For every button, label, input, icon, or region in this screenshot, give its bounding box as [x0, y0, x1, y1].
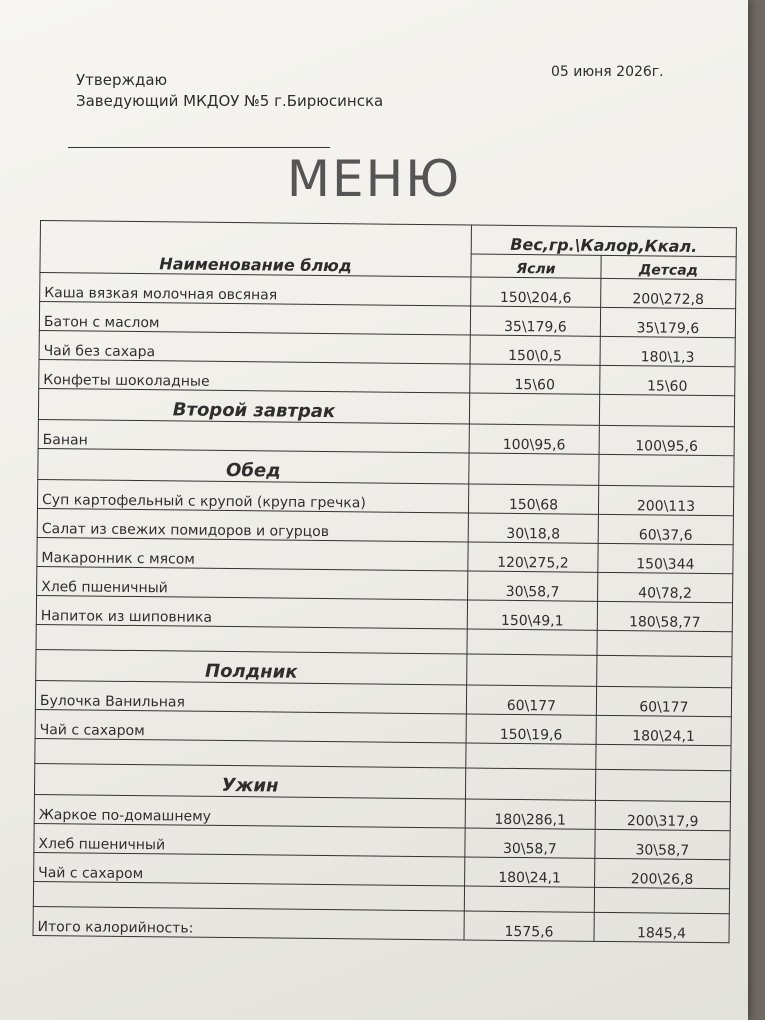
dish-name: Чай с сахаром: [34, 852, 465, 886]
empty-cell: [599, 394, 734, 426]
dish-name: Напиток из шиповника: [36, 595, 467, 629]
empty-cell: [596, 744, 731, 770]
table-row: [33, 906, 729, 942]
menu-table: [33, 220, 737, 943]
dish-name: Банан: [38, 419, 469, 453]
column-header-nursery: Ясли: [471, 254, 601, 278]
nursery-value: 60\177: [466, 685, 596, 715]
empty-cell: [599, 454, 734, 486]
empty-cell: [465, 768, 595, 800]
kindergarten-value: 60\37,6: [598, 514, 733, 544]
column-header-dish: Наименование блюд: [40, 221, 472, 278]
dish-name: Чай без сахара: [39, 330, 470, 364]
kindergarten-value: 200\272,8: [601, 278, 736, 308]
dish-name: Каша вязкая молочная овсяная: [40, 273, 471, 307]
kindergarten-value: 40\78,2: [597, 572, 732, 602]
empty-cell: [467, 629, 597, 655]
dish-name: Хлеб пшеничный: [34, 823, 465, 857]
nursery-value: 15\60: [470, 364, 600, 394]
nursery-value: 30\58,7: [468, 571, 598, 601]
approval-block: [76, 70, 383, 112]
section-title: Полдник: [36, 649, 467, 685]
empty-cell: [597, 630, 732, 656]
nursery-value: 35\179,6: [470, 306, 600, 336]
dish-name: Хлеб пшеничный: [37, 566, 468, 600]
empty-cell: [597, 655, 732, 687]
kindergarten-value: 60\177: [596, 686, 731, 716]
empty-cell: [469, 393, 599, 425]
nursery-value: 180\24,1: [465, 857, 595, 887]
kindergarten-value: 180\24,1: [596, 715, 731, 745]
nursery-value: 30\58,7: [465, 828, 595, 858]
kindergarten-value: 150\344: [598, 543, 733, 573]
document-date: 05 июня 2026г.: [551, 64, 664, 80]
kindergarten-value: 35\179,6: [600, 307, 735, 337]
empty-cell: [594, 887, 729, 913]
kindergarten-value: 180\58,77: [597, 601, 732, 631]
nursery-value: 180\286,1: [465, 799, 595, 829]
kindergarten-value: 200\317,9: [595, 800, 730, 830]
nursery-value: 30\18,8: [468, 513, 598, 543]
nursery-value: 150\0,5: [470, 335, 600, 365]
column-header-kindergarten: Детсад: [601, 255, 736, 279]
nursery-value: 1575,6: [464, 911, 594, 941]
dish-name: Чай с сахаром: [35, 709, 466, 743]
empty-cell: [469, 453, 599, 485]
kindergarten-value: 15\60: [600, 365, 735, 395]
empty-cell: [464, 886, 594, 912]
nursery-value: 150\204,6: [471, 277, 601, 307]
empty-cell: [595, 769, 730, 801]
signature-line: [68, 147, 330, 148]
empty-cell: [466, 743, 596, 769]
dish-name: Батон с маслом: [39, 302, 470, 336]
section-title: Второй завтрак: [38, 388, 469, 424]
menu-table-body: [33, 273, 736, 943]
kindergarten-value: 200\26,8: [594, 858, 729, 888]
table-header-row: [40, 221, 736, 257]
section-title: Обед: [38, 448, 469, 484]
kindergarten-value: 180\1,3: [600, 336, 735, 366]
dish-name: Итого калорийность:: [33, 906, 464, 940]
column-header-values: Вес,гр.\Калор,Ккал.: [471, 225, 736, 257]
dish-name: Конфеты шоколадные: [39, 359, 470, 393]
nursery-value: 150\19,6: [466, 714, 596, 744]
dish-name: Жаркое по-домашнему: [34, 794, 465, 828]
kindergarten-value: 30\58,7: [595, 829, 730, 859]
empty-cell: [467, 654, 597, 686]
approval-line: Утверждаю: [76, 71, 168, 89]
dish-name: Макаронник с мясом: [37, 537, 468, 571]
dish-name: Булочка Ванильная: [35, 680, 466, 714]
dish-name: Суп картофельный с крупой (крупа гречка): [37, 479, 468, 513]
nursery-value: 100\95,6: [469, 424, 599, 454]
section-title: Ужин: [34, 763, 465, 799]
nursery-value: 120\275,2: [468, 542, 598, 572]
dish-name: Салат из свежих помидоров и огурцов: [37, 508, 468, 542]
page-title: МЕНЮ: [286, 150, 462, 208]
kindergarten-value: 100\95,6: [599, 425, 734, 455]
kindergarten-value: 200\113: [598, 485, 733, 515]
kindergarten-value: 1845,4: [594, 912, 729, 942]
approver-title: Заведующий МКДОУ №5 г.Бирюсинска: [76, 92, 384, 110]
nursery-value: 150\68: [468, 484, 598, 514]
nursery-value: 150\49,1: [467, 600, 597, 630]
